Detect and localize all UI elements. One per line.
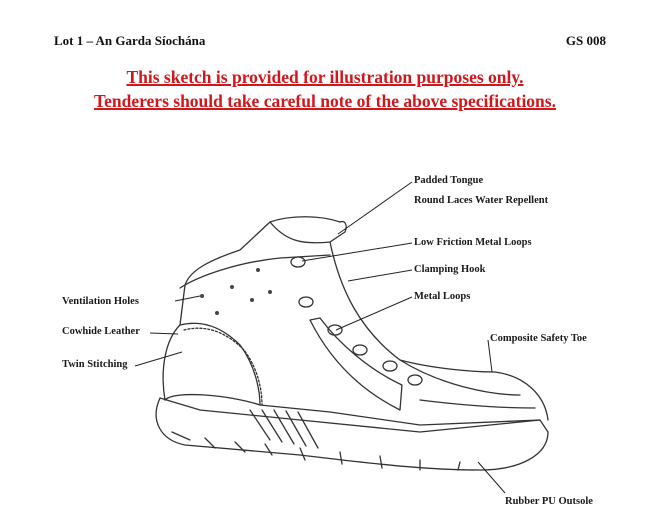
label-padded-tongue: Padded Tongue: [414, 175, 484, 186]
notice-line-1: This sketch is provided for illustration purposes only.: [126, 67, 524, 87]
label-metal-loops: Metal Loops: [414, 291, 471, 302]
boot-eyestay: [310, 318, 402, 410]
label-outsole: Rubber PU Outsole: [505, 496, 593, 507]
boot-toe-cap: [400, 360, 520, 395]
notice-line-2: Tenderers should take careful note of the above specifications.: [94, 91, 556, 111]
boot-outsole: [156, 398, 548, 470]
document-code: GS 008: [565, 33, 606, 48]
label-round-laces: Round Laces Water Repellent: [414, 195, 549, 206]
label-composite-toe: Composite Safety Toe: [490, 333, 587, 344]
label-low-friction-loops: Low Friction Metal Loops: [414, 237, 532, 248]
label-twin-stitching: Twin Stitching: [62, 359, 128, 370]
boot-tongue: [270, 222, 346, 243]
label-cowhide-leather: Cowhide Leather: [62, 326, 140, 337]
label-clamping-hook: Clamping Hook: [414, 264, 486, 275]
label-ventilation-holes: Ventilation Holes: [62, 296, 139, 307]
lot-title: Lot 1 – An Garda Síochána: [54, 33, 206, 48]
boot-midsole: [165, 395, 540, 425]
boot-quarter: [163, 217, 340, 400]
